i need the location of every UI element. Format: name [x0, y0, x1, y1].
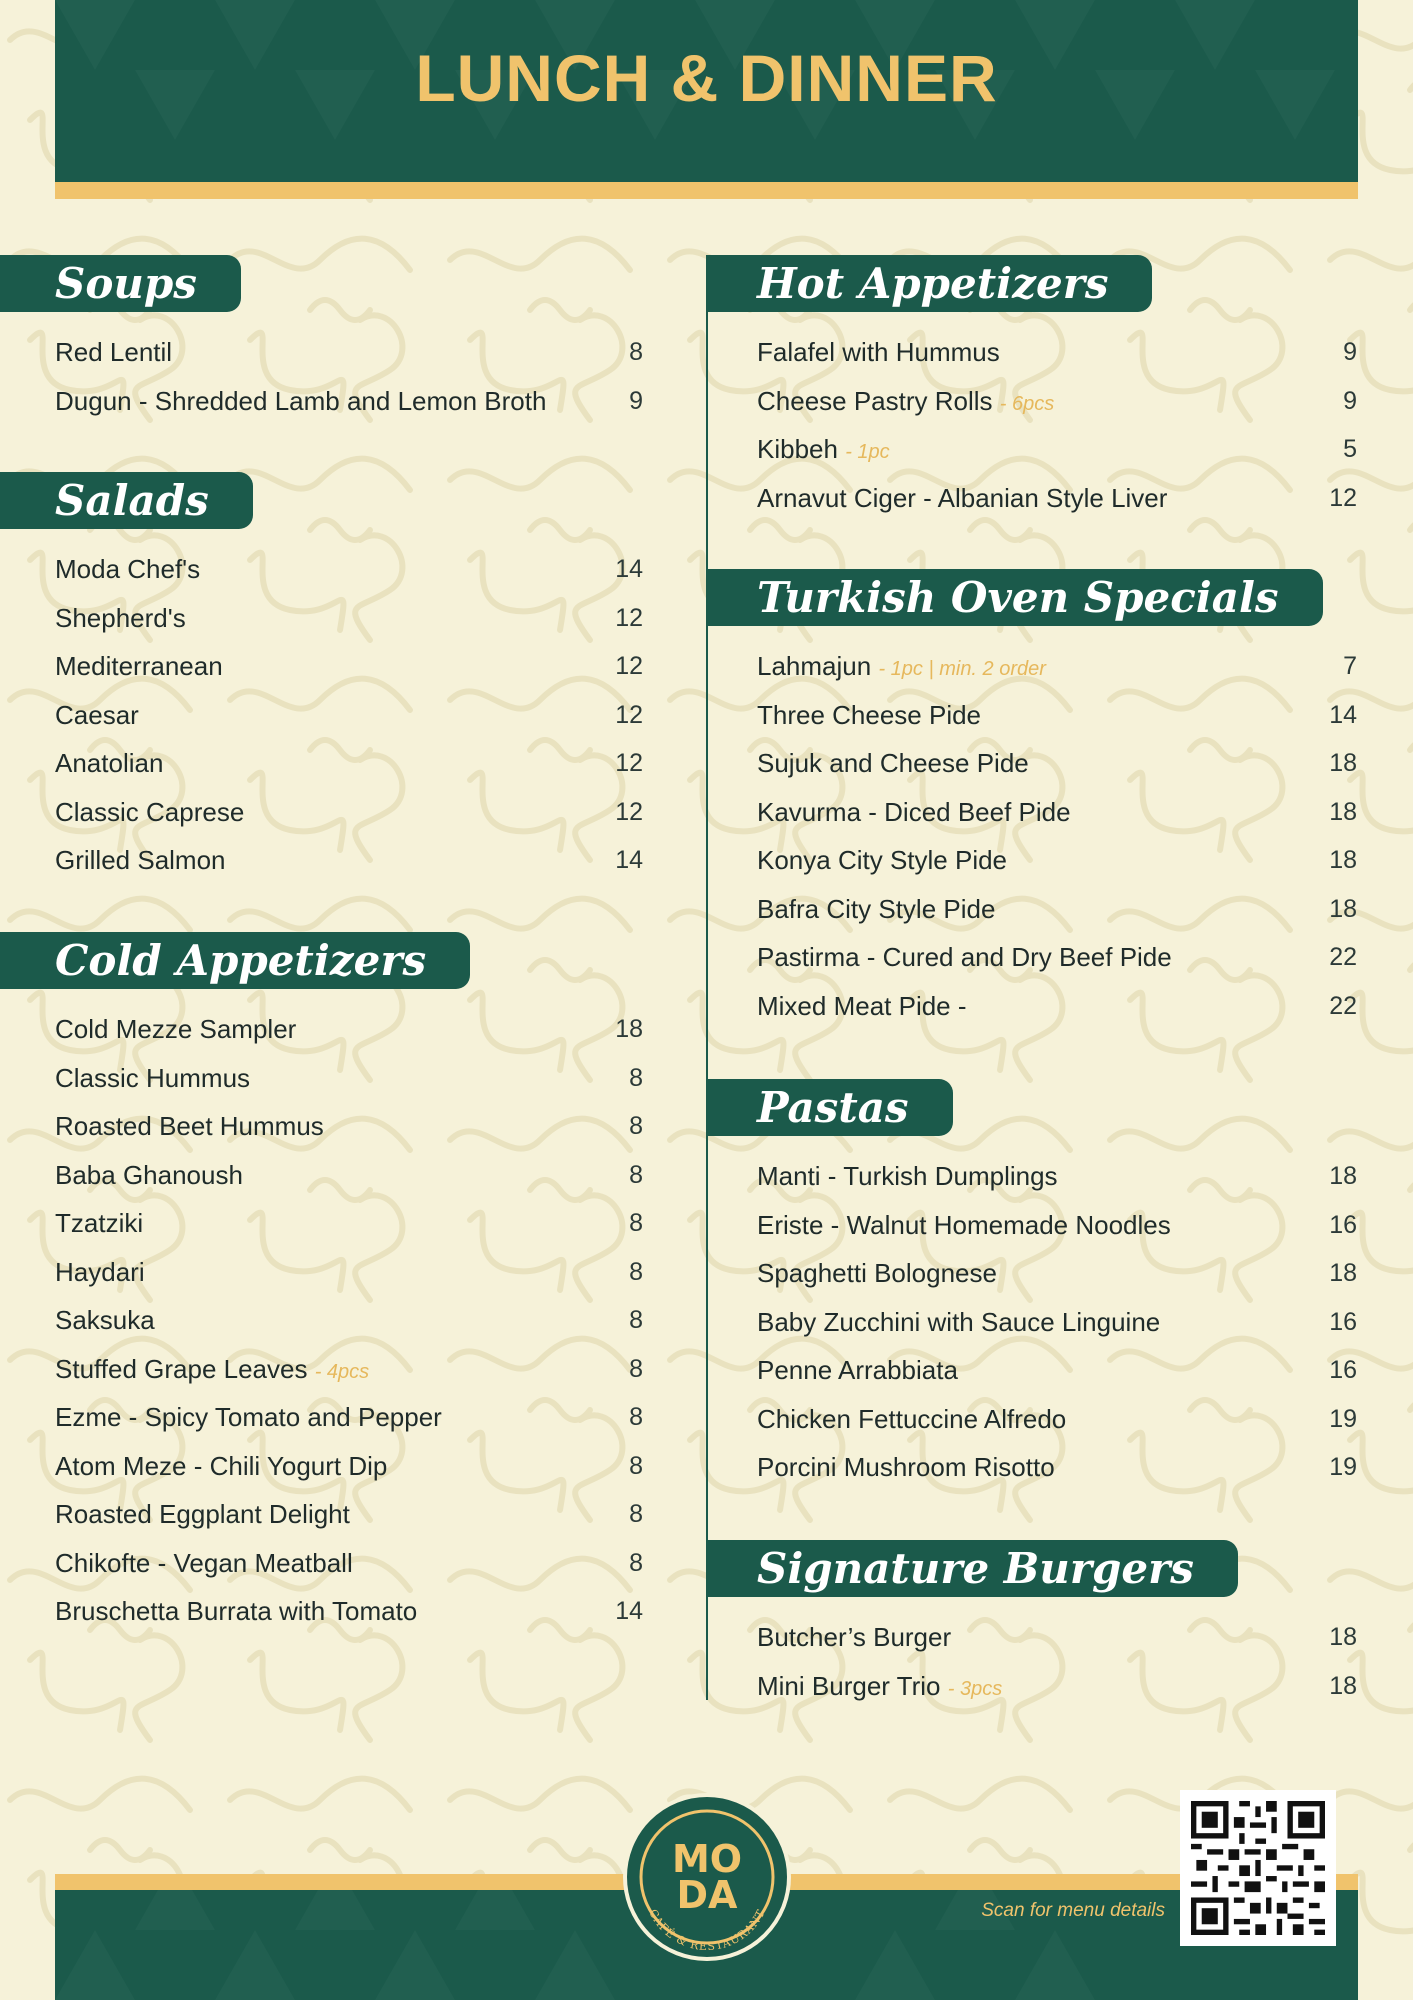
item-name: Sujuk and Cheese Pide: [757, 748, 1029, 778]
item-price: 12: [615, 700, 643, 729]
moda-logo: [622, 1792, 792, 1962]
menu-item: [0, 1490, 643, 1539]
item-name: Kavurma - Diced Beef Pide: [757, 796, 1071, 827]
menu-item: [0, 1102, 643, 1151]
item-list: [0, 328, 643, 425]
item-name: Cheese Pastry Rolls: [757, 385, 993, 416]
menu-item: [706, 642, 1357, 691]
item-price: 18: [1329, 1623, 1357, 1651]
item-list: [706, 328, 1357, 522]
menu-item: [0, 1587, 643, 1636]
item-name: Kibbeh: [757, 434, 838, 464]
item-name: Porcini Mushroom Risotto: [757, 1452, 1055, 1482]
item-price: 8: [629, 1451, 643, 1480]
item-price: 14: [1329, 700, 1357, 729]
section-hot-appetizers: [706, 255, 1357, 522]
item-price: 12: [1329, 483, 1357, 512]
item-name: Mini Burger Trio: [757, 1670, 941, 1701]
item-name: Mediterranean: [55, 651, 223, 681]
item-name: Cold Mezze Sampler: [55, 1014, 297, 1044]
item-price: 18: [1329, 749, 1357, 777]
item-price: 18: [1329, 1671, 1357, 1700]
item-price: 12: [615, 652, 643, 680]
item-name: Bafra City Style Pide: [757, 893, 996, 924]
item-name: Red Lentil: [55, 337, 173, 367]
item-name: Shepherd's: [55, 602, 186, 633]
section-title: Signature Burgers: [706, 1540, 1238, 1597]
item-price: 18: [1329, 1259, 1357, 1287]
section-pastas: [706, 1079, 1357, 1492]
menu-item: [706, 933, 1357, 982]
section-title: Turkish Oven Specials: [706, 569, 1323, 626]
item-name: Baba Ghanoush: [55, 1159, 243, 1190]
logo-ring-text: CAFÉ & RESTAURANT: [646, 1907, 768, 1954]
item-price: 8: [629, 1354, 643, 1383]
section-title: Cold Appetizers: [0, 932, 470, 989]
item-name: Pastirma - Cured and Dry Beef Pide: [757, 942, 1172, 972]
item-name: Stuffed Grape Leaves: [55, 1353, 308, 1384]
item-price: 7: [1343, 652, 1357, 680]
section-soups: [0, 255, 643, 425]
menu-item: [0, 1393, 643, 1442]
item-name: Saksuka: [55, 1305, 155, 1335]
menu-item: [0, 1248, 643, 1297]
section-signature-burgers: [706, 1540, 1357, 1710]
item-price: 16: [1329, 1307, 1357, 1336]
menu-item: [706, 739, 1357, 788]
item-price: 8: [629, 1209, 643, 1237]
menu-item: [706, 1346, 1357, 1395]
item-name: Classic Hummus: [55, 1062, 251, 1093]
item-price: 19: [1329, 1453, 1357, 1481]
menu-item: [706, 788, 1357, 837]
item-name: Haydari: [55, 1256, 145, 1287]
item-price: 19: [1329, 1404, 1357, 1433]
menu-item: [0, 1151, 643, 1200]
section-salads: [0, 472, 643, 885]
menu-item: [0, 377, 643, 426]
item-price: 8: [629, 1548, 643, 1577]
item-list: [706, 1613, 1357, 1710]
item-list: [706, 1152, 1357, 1492]
item-price: 14: [615, 555, 643, 583]
menu-item: [0, 691, 643, 740]
menu-item: [706, 377, 1357, 426]
item-name: Chicken Fettuccine Alfredo: [757, 1403, 1067, 1434]
item-list: [706, 642, 1357, 1030]
menu-item: [0, 1345, 643, 1394]
item-name: Roasted Beet Hummus: [55, 1111, 324, 1141]
menu-item: [0, 594, 643, 643]
menu-item: [0, 1005, 643, 1054]
menu-item: [706, 328, 1357, 377]
menu-item: [706, 1298, 1357, 1347]
item-name: Baby Zucchini with Sauce Linguine: [757, 1306, 1161, 1337]
item-name: Konya City Style Pide: [757, 845, 1008, 875]
item-name: Classic Caprese: [55, 796, 245, 827]
menu-item: [0, 739, 643, 788]
item-name: Arnavut Ciger - Albanian Style Liver: [757, 482, 1168, 513]
logo-text-top: MO: [671, 1837, 743, 1881]
item-name: Lahmajun: [757, 651, 872, 681]
menu-item: [706, 1662, 1357, 1711]
item-price: 5: [1343, 435, 1357, 463]
item-price: 8: [629, 1112, 643, 1140]
item-price: 9: [629, 386, 643, 415]
item-price: 18: [1329, 797, 1357, 826]
menu-item: [0, 1539, 643, 1588]
item-price: 14: [615, 846, 643, 874]
menu-item: [0, 836, 643, 885]
item-price: 18: [1329, 846, 1357, 874]
menu-item: [706, 1201, 1357, 1250]
item-price: 9: [1343, 338, 1357, 366]
item-price: 12: [615, 797, 643, 826]
menu-item: [0, 642, 643, 691]
menu-item: [706, 1249, 1357, 1298]
menu-item: [0, 788, 643, 837]
menu-item: [0, 1054, 643, 1103]
item-name: Ezme - Spicy Tomato and Pepper: [55, 1402, 442, 1432]
item-name: Falafel with Hummus: [757, 337, 1000, 367]
item-name: Atom Meze - Chili Yogurt Dip: [55, 1450, 388, 1481]
page-title: LUNCH & DINNER: [415, 41, 998, 115]
item-note: - 1pc | min. 2 order: [878, 658, 1046, 680]
item-name: Moda Chef's: [55, 554, 201, 584]
item-note: - 4pcs: [314, 1360, 370, 1383]
menu-item: [0, 1442, 643, 1491]
item-note: - 1pc: [845, 441, 890, 463]
menu-item: [706, 474, 1357, 523]
item-price: 16: [1329, 1210, 1357, 1239]
item-name: Bruschetta Burrata with Tomato: [55, 1596, 418, 1626]
item-price: 16: [1329, 1356, 1357, 1384]
item-price: 22: [1329, 991, 1357, 1020]
item-name: Tzatziki: [55, 1208, 144, 1238]
item-name: Roasted Eggplant Delight: [55, 1499, 350, 1529]
item-price: 12: [615, 603, 643, 632]
header-banner: [55, 0, 1358, 182]
item-price: 8: [629, 1403, 643, 1431]
item-price: 8: [629, 1063, 643, 1092]
item-name: Butcher’s Burger: [757, 1622, 952, 1652]
qr-code[interactable]: [1180, 1790, 1336, 1946]
menu-item: [706, 1443, 1357, 1492]
section-title: Soups: [0, 255, 241, 312]
item-name: Mixed Meat Pide -: [757, 990, 967, 1021]
item-price: 8: [629, 1500, 643, 1528]
section-cold-appetizers: [0, 932, 643, 1636]
scan-caption: Scan for menu details: [981, 1900, 1165, 1921]
item-price: 8: [629, 1306, 643, 1334]
item-name: Caesar: [55, 699, 139, 730]
qr-code-icon: [1191, 1801, 1325, 1935]
item-price: 18: [1329, 1162, 1357, 1190]
menu-item: [706, 425, 1357, 474]
item-price: 8: [629, 1257, 643, 1286]
item-price: 8: [629, 1160, 643, 1189]
item-price: 8: [629, 338, 643, 366]
item-price: 12: [615, 749, 643, 777]
item-note: - 3pcs: [947, 1677, 1003, 1700]
item-name: Three Cheese Pide: [757, 699, 982, 730]
item-price: 14: [615, 1597, 643, 1625]
item-list: [0, 545, 643, 885]
item-price: 22: [1329, 943, 1357, 971]
logo-text-bottom: DA: [676, 1873, 738, 1917]
menu-item: [0, 1296, 643, 1345]
item-price: 18: [615, 1015, 643, 1043]
menu-item: [706, 1152, 1357, 1201]
menu-item: [706, 836, 1357, 885]
item-price: 9: [1343, 386, 1357, 415]
item-name: Dugun - Shredded Lamb and Lemon Broth: [55, 385, 547, 416]
item-list: [0, 1005, 643, 1636]
item-name: Penne Arrabbiata: [757, 1355, 958, 1385]
menu-item: [0, 545, 643, 594]
menu-item: [0, 1199, 643, 1248]
item-name: Grilled Salmon: [55, 845, 226, 875]
menu-item: [706, 691, 1357, 740]
header-gold-stripe: [55, 182, 1358, 199]
item-note: - 6pcs: [999, 392, 1055, 415]
section-turkish-oven-specials: [706, 569, 1357, 1030]
menu-item: [706, 885, 1357, 934]
item-name: Eriste - Walnut Homemade Noodles: [757, 1209, 1171, 1240]
item-name: Chikofte - Vegan Meatball: [55, 1547, 353, 1578]
menu-item: [706, 1613, 1357, 1662]
item-name: Spaghetti Bolognese: [757, 1258, 997, 1288]
item-name: Anatolian: [55, 748, 164, 778]
item-name: Manti - Turkish Dumplings: [757, 1161, 1058, 1191]
section-title: Pastas: [706, 1079, 953, 1136]
section-title: Salads: [0, 472, 253, 529]
item-price: 18: [1329, 894, 1357, 923]
menu-item: [706, 1395, 1357, 1444]
section-title: Hot Appetizers: [706, 255, 1152, 312]
menu-item: [706, 982, 1357, 1031]
menu-item: [0, 328, 643, 377]
